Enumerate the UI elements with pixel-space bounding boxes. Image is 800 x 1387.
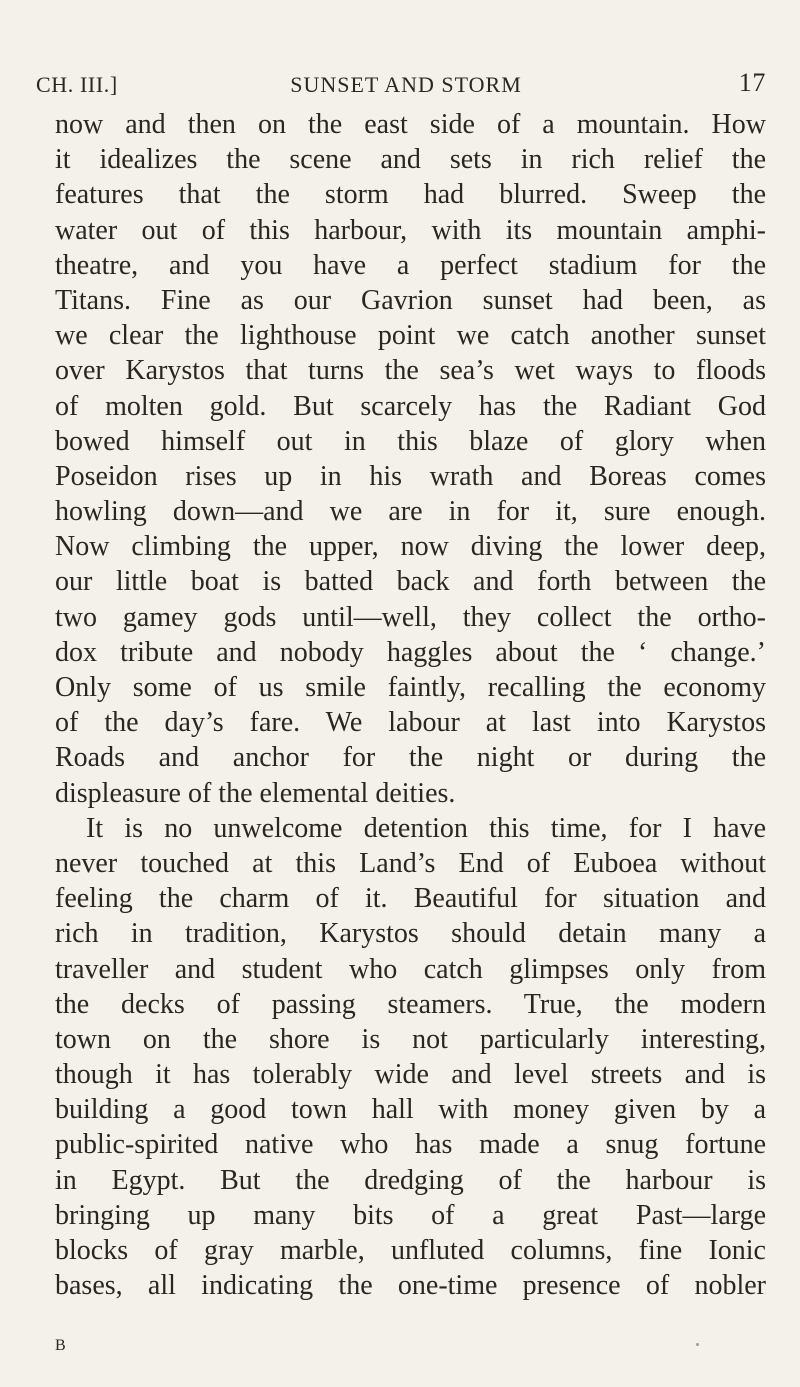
text-line: over Karystos that turns the sea’s wet ways to floods <box>55 355 766 387</box>
text-line: theatre, and you have a perfect stadium for the <box>55 249 766 281</box>
text-line: town on the shore is not particularly interesting, <box>55 1023 766 1055</box>
text-line: two gamey gods until—well, they collect the ortho- <box>55 601 766 633</box>
text-line: water out of this harbour, with its mountain amphi- <box>55 214 766 246</box>
text-line: feeling the charm of it. Beautiful for situation and <box>55 883 766 915</box>
body-text <box>55 107 766 1303</box>
text-line: bringing up many bits of a great Past—large <box>55 1199 766 1231</box>
chapter-label: CH. III.] <box>36 72 118 97</box>
text-line: in Egypt. But the dredging of the harbour is <box>55 1164 766 1196</box>
text-line: our little boat is batted back and forth between the <box>55 566 766 598</box>
text-line: bowed himself out in this blaze of glory when <box>55 425 766 457</box>
signature-mark: B <box>55 1337 67 1354</box>
running-header <box>36 68 766 106</box>
text-line: of the day’s fare. We labour at last into Karystos <box>55 707 766 739</box>
text-line: Roads and anchor for the night or during the <box>55 742 766 774</box>
text-line: it idealizes the scene and sets in rich relief the <box>55 144 766 176</box>
text-line: public-spirited native who has made a snug fortune <box>55 1129 766 1161</box>
text-line: features that the storm had blurred. Sweep the <box>55 179 766 211</box>
text-line: rich in tradition, Karystos should detain many a <box>55 918 766 950</box>
text-line: never touched at this Land’s End of Euboea without <box>55 847 766 879</box>
text-line: Only some of us smile faintly, recalling the economy <box>55 672 766 703</box>
printer-dot <box>696 1343 699 1346</box>
text-line: Poseidon rises up in his wrath and Boreas comes <box>55 460 766 492</box>
text-line: blocks of gray marble, unfluted columns, fine Ionic <box>55 1235 766 1266</box>
text-line: howling down—and we are in for it, sure enough. <box>55 496 766 528</box>
text-line: building a good town hall with money given by a <box>55 1094 766 1126</box>
text-line: traveller and student who catch glimpses only from <box>55 953 766 985</box>
text-line: bases, all indicating the one-time presence of nobler <box>55 1270 766 1302</box>
text-line: of molten gold. But scarcely has the Radiant God <box>55 390 766 422</box>
text-line: displeasure of the elemental deities. <box>55 777 456 809</box>
text-line: the decks of passing steamers. True, the modern <box>55 988 766 1020</box>
running-title: SUNSET AND STORM <box>290 72 522 97</box>
text-line: Titans. Fine as our Gavrion sunset had been, as <box>55 284 766 316</box>
text-line: though it has tolerably wide and level streets and is <box>55 1059 766 1091</box>
text-line: Now climbing the upper, now diving the lower deep, <box>55 531 766 563</box>
text-line: It is no unwelcome detention this time, for I have <box>86 812 766 844</box>
page-number: 17 <box>738 68 766 97</box>
text-line: now and then on the east side of a mountain. How <box>55 109 766 140</box>
text-line: dox tribute and nobody haggles about the ‘ change.’ <box>55 636 766 668</box>
text-line: we clear the lighthouse point we catch another sunset <box>55 320 766 352</box>
